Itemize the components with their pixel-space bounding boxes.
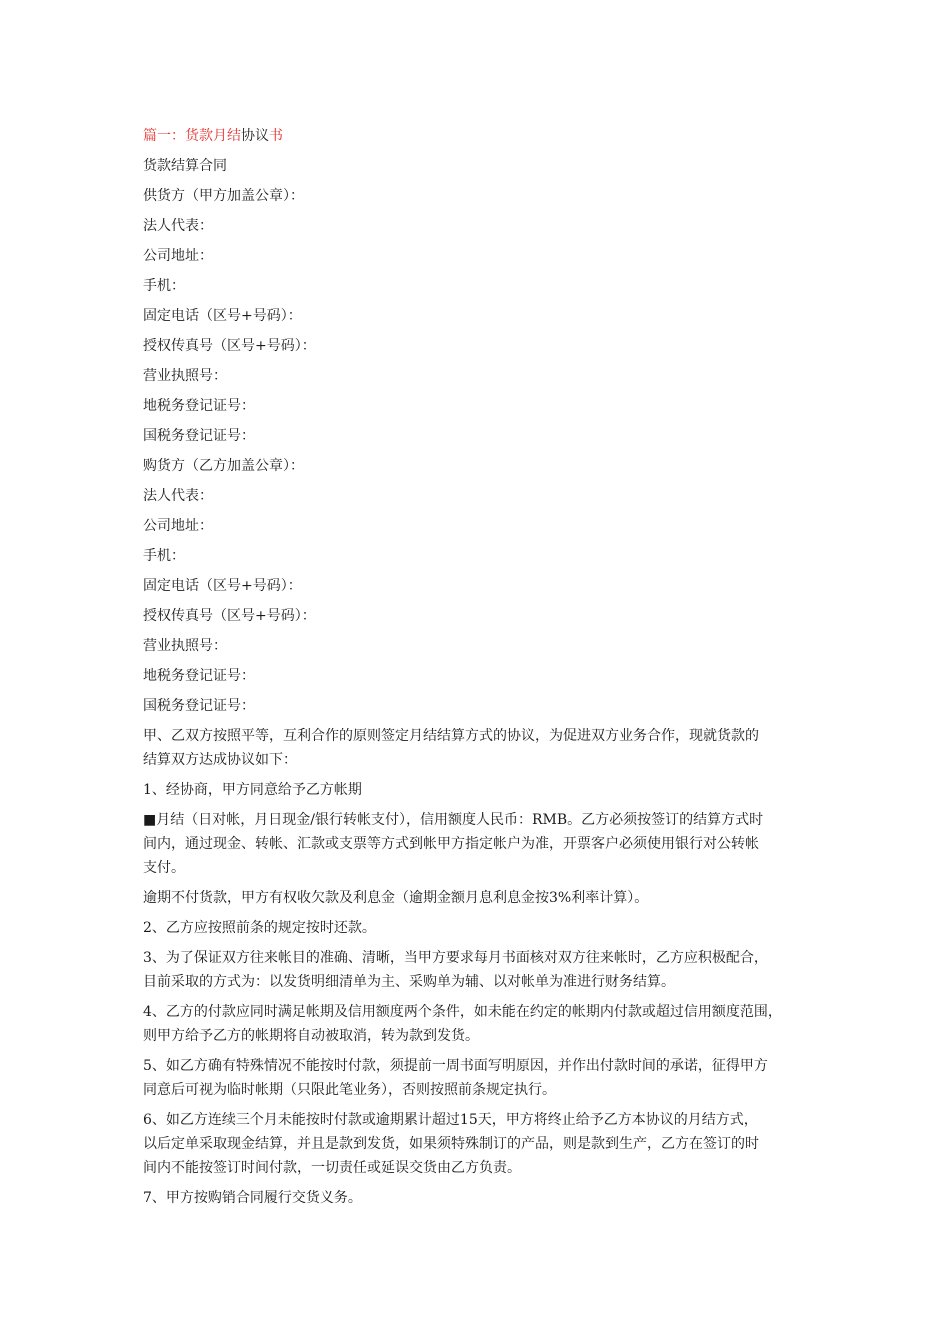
- buyer-national-tax: 国税务登记证号：: [143, 698, 255, 714]
- heading-red-part-2: 书: [269, 128, 283, 144]
- supplier-national-tax: 国税务登记证号：: [143, 428, 255, 444]
- intro-line: 甲、乙双方按照平等，互利合作的原则签定月结结算方式的协议，为促进双方业务合作，现就货款的: [143, 728, 759, 744]
- monthly-settlement-paragraph: [143, 808, 823, 880]
- buyer-legal-rep: 法人代表：: [143, 488, 213, 504]
- clause-4: [143, 1000, 823, 1048]
- heading-dark-part: 协议: [241, 128, 269, 144]
- clause-5: [143, 1054, 823, 1102]
- clause-6: [143, 1108, 823, 1180]
- supplier-license: 营业执照号：: [143, 368, 227, 384]
- monthly-line: 支付。: [143, 860, 185, 876]
- clause-4-line: 4、乙方的付款应同时满足帐期及信用额度两个条件，如未能在约定的帐期内付款或超过信用额度范围，: [143, 1004, 782, 1020]
- heading-red-part-1: 篇一：货款月结: [143, 128, 241, 144]
- monthly-line: ■月结（日对帐，月日现金/银行转帐支付），信用额度人民币：RMB。乙方必须按签订的结算方式时: [143, 812, 764, 828]
- supplier-mobile: 手机：: [143, 278, 185, 294]
- clause-4-line: 则甲方给予乙方的帐期将自动被取消，转为款到发货。: [143, 1028, 479, 1044]
- supplier-header: 供货方（甲方加盖公章）：: [143, 188, 304, 204]
- monthly-line: 间内，通过现金、转帐、汇款或支票等方式到帐甲方指定帐户为准，开票客户必须使用银行对公转帐: [143, 836, 759, 852]
- clause-5-line: 同意后可视为临时帐期（只限此笔业务），否则按照前条规定执行。: [143, 1082, 556, 1098]
- clause-7: 7、甲方按购销合同履行交货义务。: [143, 1190, 362, 1206]
- intro-paragraph: [143, 724, 823, 772]
- supplier-legal-rep: 法人代表：: [143, 218, 213, 234]
- supplier-local-tax: 地税务登记证号：: [143, 398, 255, 414]
- intro-line: 结算双方达成协议如下：: [143, 752, 297, 768]
- clause-3: [143, 946, 823, 994]
- clause-3-line: 3、为了保证双方往来帐目的准确、清晰，当甲方要求每月书面核对双方往来帐时，乙方应积极配合，: [143, 950, 768, 966]
- document-page: [143, 124, 823, 1216]
- contract-name: 货款结算合同: [143, 158, 227, 174]
- clause-6-line: 以后定单采取现金结算，并且是款到发货，如果须特殊制订的产品，则是款到生产，乙方在签订的时: [143, 1136, 759, 1152]
- buyer-license: 营业执照号：: [143, 638, 227, 654]
- supplier-fax: 授权传真号（区号+号码）：: [143, 338, 316, 354]
- clause-6-line: 间内不能按签订时间付款，一切责任或延误交货由乙方负责。: [143, 1160, 521, 1176]
- buyer-fax: 授权传真号（区号+号码）：: [143, 608, 316, 624]
- supplier-address: 公司地址：: [143, 248, 213, 264]
- supplier-phone: 固定电话（区号+号码）：: [143, 308, 302, 324]
- overdue-clause: 逾期不付货款，甲方有权收欠款及利息金（逾期金额月息利息金按3%利率计算）。: [143, 890, 649, 906]
- buyer-phone: 固定电话（区号+号码）：: [143, 578, 302, 594]
- clause-6-line: 6、如乙方连续三个月未能按时付款或逾期累计超过15天，甲方将终止给予乙方本协议的月结方式，: [143, 1112, 758, 1128]
- clause-1: 1、经协商，甲方同意给予乙方帐期: [143, 782, 362, 798]
- clause-5-line: 5、如乙方确有特殊情况不能按时付款，须提前一周书面写明原因，并作出付款时间的承诺，征得甲方: [143, 1058, 768, 1074]
- clause-2: 2、乙方应按照前条的规定按时还款。: [143, 920, 376, 936]
- clause-3-line: 目前采取的方式为：以发货明细清单为主、采购单为辅、以对帐单为准进行财务结算。: [143, 974, 675, 990]
- buyer-local-tax: 地税务登记证号：: [143, 668, 255, 684]
- buyer-address: 公司地址：: [143, 518, 213, 534]
- document-heading: [143, 124, 823, 148]
- buyer-mobile: 手机：: [143, 548, 185, 564]
- buyer-header: 购货方（乙方加盖公章）：: [143, 458, 304, 474]
